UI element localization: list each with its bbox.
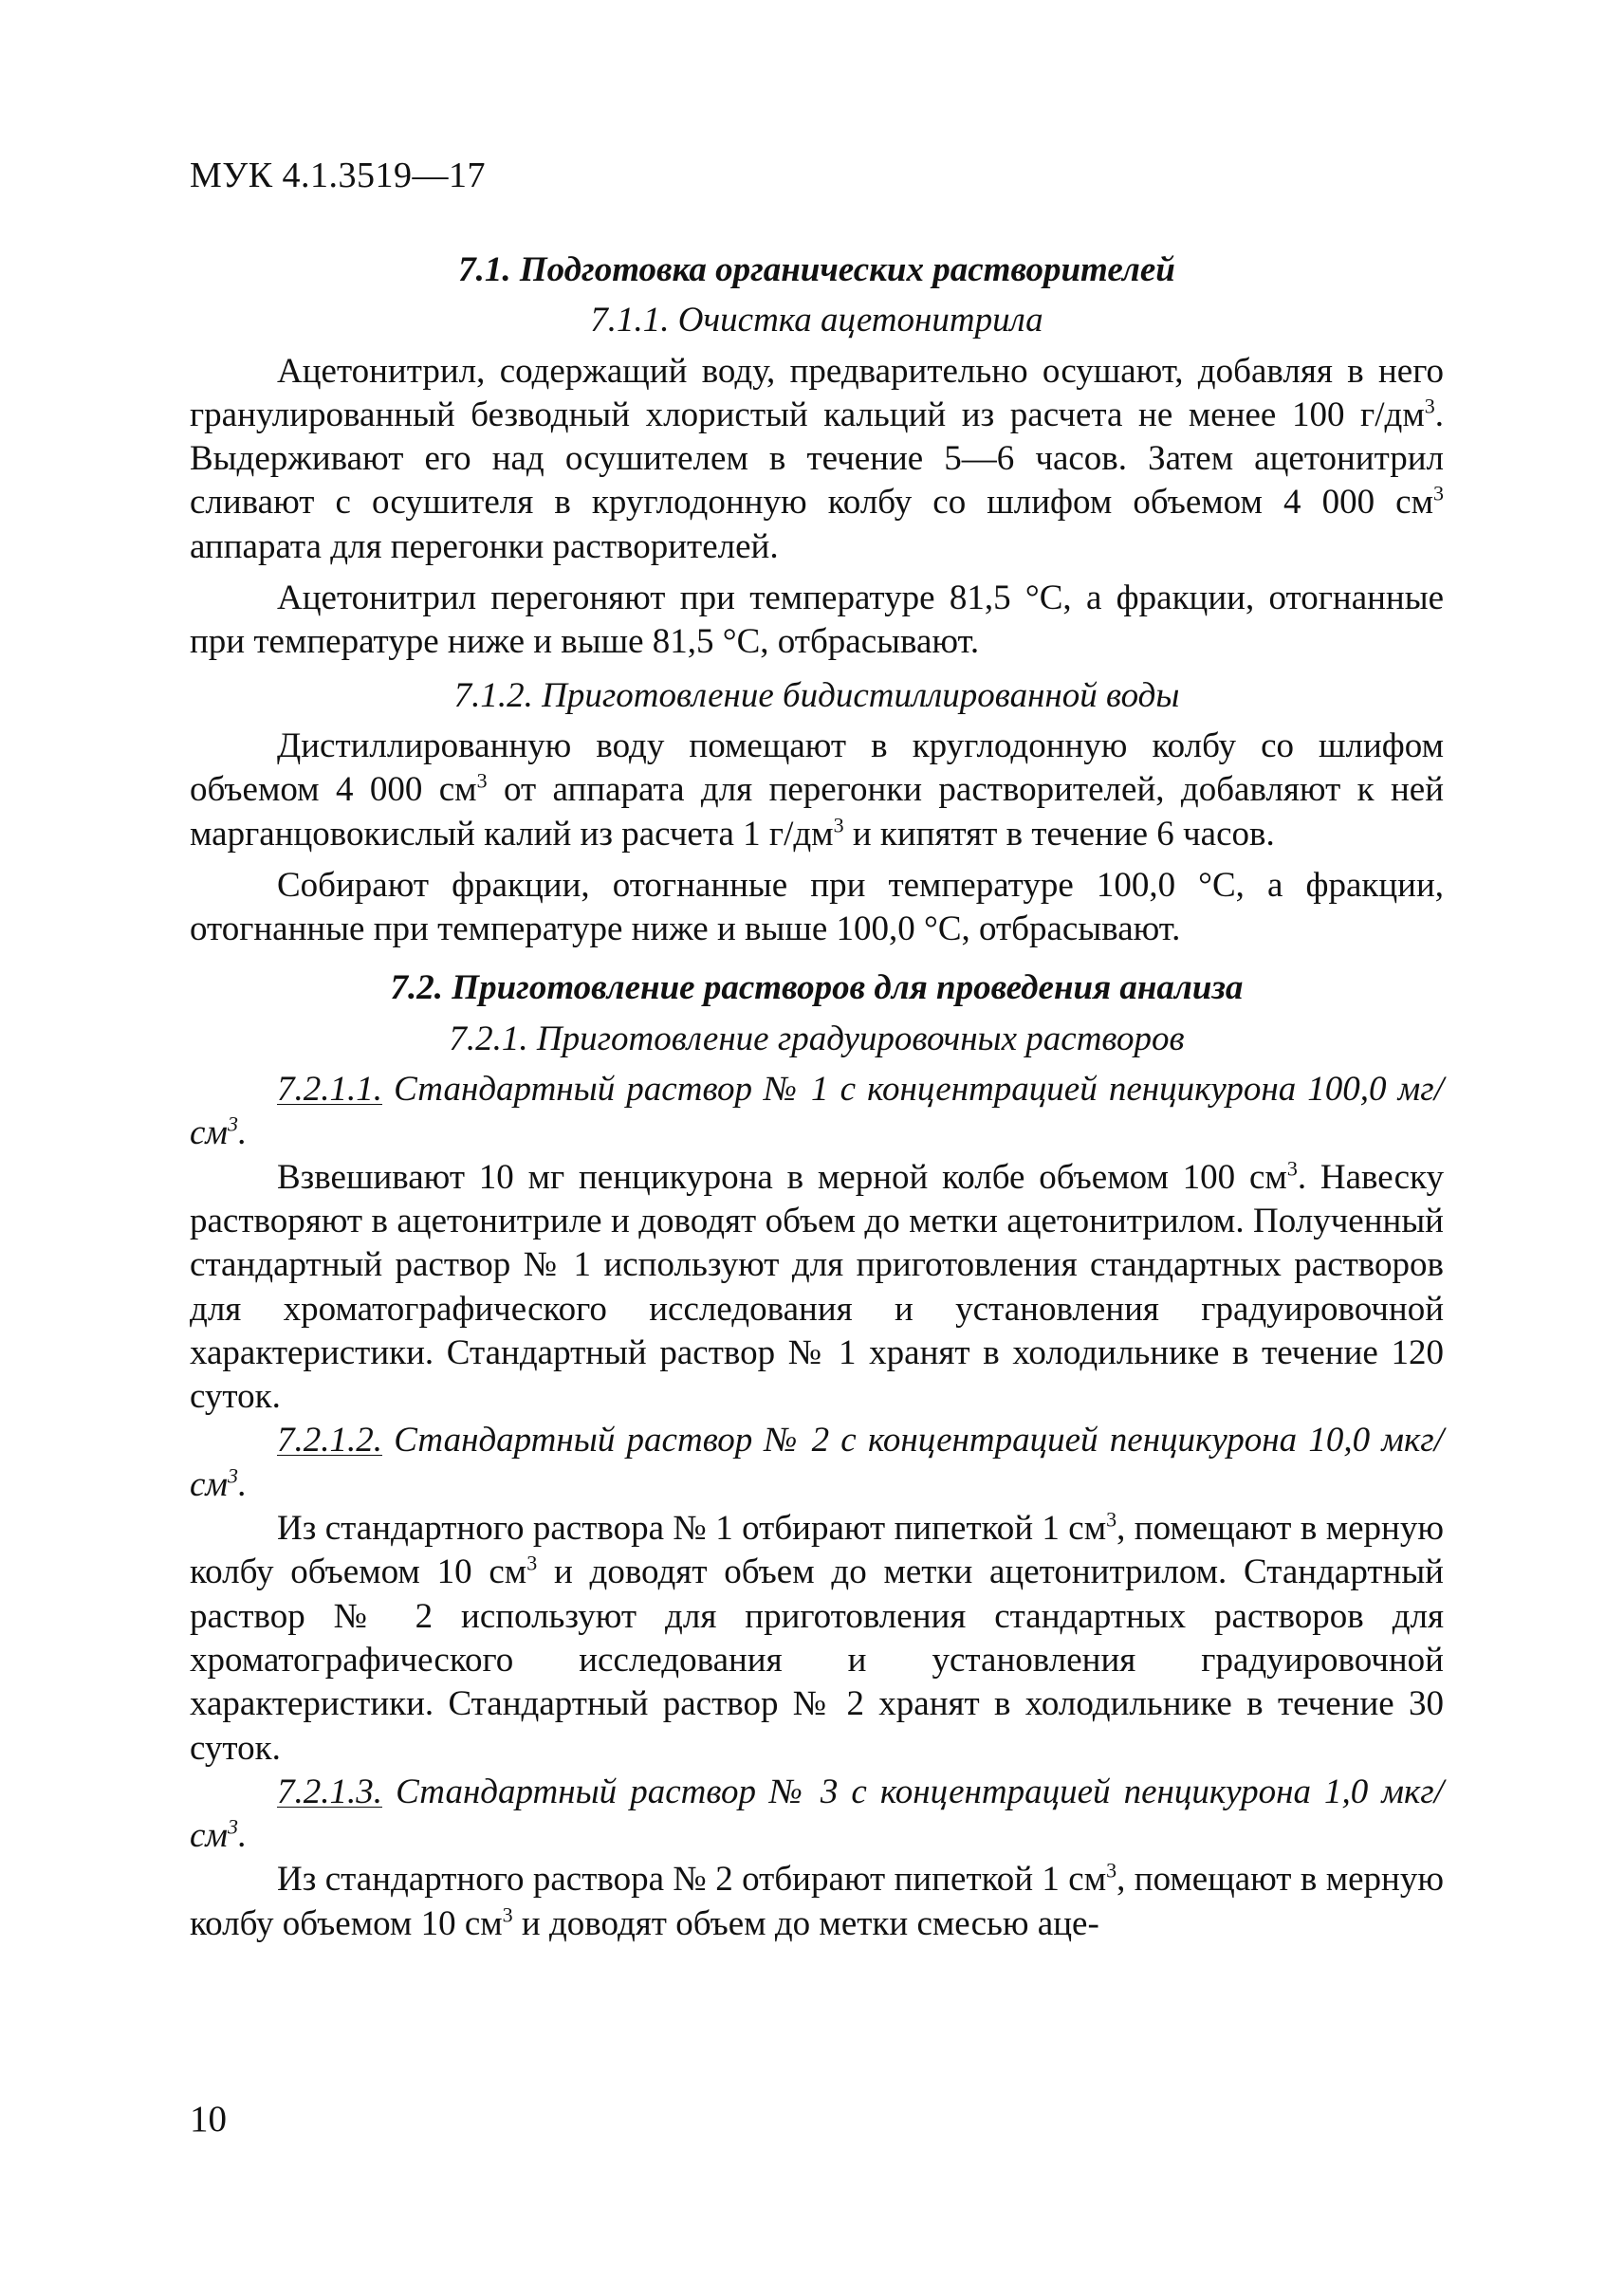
standard-solution-1-heading: 7.2.1.1. Стандартный раствор № 1 с концентрацией пенцикурона 100,0 $мг/см^3$. (190, 1070, 1444, 1153)
paragraph-acetonitrile-drying: Ацетонитрил, содержащий воду, предварительно осушают, добавляя в него гранулированный безводный хлористый кальций из расчета не менее 100 $г/дм^3$. Выдерживают его над осушителем в течение 5—6 часов. Затем ацетонитрил сливают с осушителя в круглодонную колбу со шлифом объемом 4 000 $см^3$ аппарата для перегонки растворителей. (190, 351, 1444, 566)
standard-solution-1-body: Взвешивают 10 мг пенцикурона в мерной колбе объемом 100 $см^3$. Навеску растворяют в ацетонитриле и доводят объем до метки ацетонитрилом. Полученный стандартный раствор № 1 используют для приготовления стандартных растворов для хроматографического исследования и установления градуировочной характеристики. Стандартный раствор № 1 хранят в холодильнике в течение 120 суток. (190, 1156, 1444, 1417)
section-7-1-2-title: 7.1.2. Приготовление бидистиллированной воды (453, 675, 1180, 715)
page-body (190, 248, 1444, 1946)
paragraph-bidistilled-water-prep: Дистиллированную воду помещают в круглодонную колбу со шлифом объемом 4 000 $см^3$ от аппарата для перегонки растворителей, добавляют к ней марганцовокислый калий из расчета 1 $г/дм^3$ и кипятят в течение 6 часов. (190, 726, 1445, 854)
standard-solution-2-body: Из стандартного раствора № 1 отбирают пипеткой 1 $см^3$, помещают в мерную колбу объемом 10 $см^3$ и доводят объем до метки ацетонитрилом. Стандартный раствор № 2 используют для приготовления стандартных растворов для хроматографического исследования и установления градуировочной характеристики. Стандартный раствор № 2 хранят в холодильнике в течение 30 суток. (190, 1507, 1444, 1768)
section-7-2-title: 7.2. Приготовление растворов для проведения анализа (390, 968, 1244, 1008)
document-code: МУК 4.1.3519—17 (190, 156, 487, 195)
paragraph-fraction-collection: Собирают фракции, отогнанные при температуре 100,0 °С, а фракции, отогнанные при температуре ниже и выше 100,0 °С, отбрасывают. (190, 865, 1444, 949)
section-7-2-1-title: 7.2.1. Приготовление градуировочных растворов (449, 1019, 1185, 1058)
section-7-1-1-title: 7.1.1. Очистка ацетонитрила (590, 301, 1043, 340)
standard-solution-3-heading: 7.2.1.3. Стандартный раствор № 3 с концентрацией пенцикурона 1,0 мкг/$см^3$. (190, 1772, 1444, 1856)
standard-solution-3-body: Из стандартного раствора № 2 отбирают пипеткой 1 $см^3$, помещают в мерную колбу объемом 10 $см^3$ и доводят объем до метки смесью аце- (190, 1859, 1444, 1943)
section-7-1-title: 7.1. Подготовка органических растворителей (458, 250, 1175, 289)
page-number: 10 (190, 2099, 227, 2140)
paragraph-acetonitrile-distillation: Ацетонитрил перегоняют при температуре 81,5 °С, а фракции, отогнанные при температуре ниже и выше 81,5 °С, отбрасывают. (190, 579, 1444, 662)
standard-solution-2-heading: 7.2.1.2. Стандартный раствор № 2 с концентрацией пенцикурона 10,0 мкг/$см^3$. (190, 1421, 1444, 1504)
